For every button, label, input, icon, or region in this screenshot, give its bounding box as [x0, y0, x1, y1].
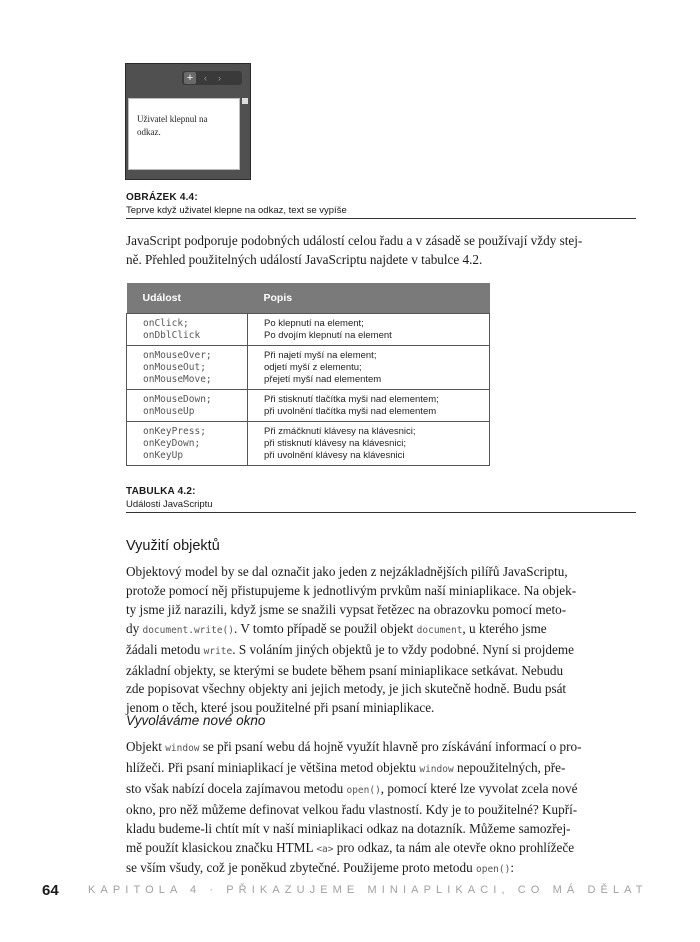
event-name: onMouseMove;: [143, 374, 212, 385]
table-row: [127, 346, 490, 390]
text-run: , pomocí které lze vyvolat zcela nové: [380, 780, 578, 796]
table-row: [127, 390, 490, 422]
text-run: . V tomto případě se použil objekt: [234, 620, 417, 636]
event-cell: [127, 422, 248, 466]
table-caption: Události JavaScriptu: [126, 499, 213, 510]
event-description: Po klepnutí na element;: [264, 318, 364, 329]
event-description: Po dvojím klepnutí na element: [264, 330, 392, 341]
text-line: [126, 859, 636, 880]
text-line: Objektový model by se dal označit jako jeden z nejzákladnějších pilířů JavaScriptu,: [126, 564, 568, 579]
subsection-paragraph: [126, 738, 636, 880]
header-event: Událost: [127, 283, 248, 314]
flyout-text: Uživatel klepnul na odkaz.: [137, 114, 208, 137]
plus-icon[interactable]: +: [184, 72, 196, 84]
event-name: onMouseOut;: [143, 362, 206, 373]
text-run: :: [510, 860, 514, 876]
text-line: [126, 839, 636, 860]
page-number: 64: [42, 882, 59, 899]
table-caption-rule: [126, 512, 636, 513]
event-name: onMouseDown;: [143, 394, 212, 405]
text-line: okno, pro něž můžeme definovat velkou řadu vlastností. Kdy je to použitelné? Kupří-: [126, 801, 578, 817]
figure-screenshot: [125, 63, 251, 180]
event-description: Při stisknutí tlačítka myši nad elementem;: [264, 394, 439, 405]
text-line: protože pomocí něj přistupujeme k jednotlivým prvkům naší miniaplikace. Na objek-: [126, 582, 577, 598]
text-line: JavaScript podporuje podobných událostí celou řadu a v zásadě se používají vždy stej-: [126, 233, 583, 248]
event-cell: [127, 314, 248, 346]
text-run: nepoužitelných, pře-: [453, 759, 566, 775]
description-cell: [248, 314, 490, 346]
next-icon[interactable]: ›: [218, 73, 221, 83]
event-description: při uvolnění klávesy na klávesnici: [264, 450, 405, 461]
text-run: mě použít klasickou značku HTML: [126, 839, 317, 855]
event-description: při uvolnění tlačítka myši nad elementem: [264, 406, 437, 417]
event-name: onKeyUp: [143, 450, 184, 461]
inline-code: open(): [476, 864, 511, 876]
text-line: [126, 780, 636, 801]
running-head: KAPITOLA 4 · PŘIKAZUJEME MINIAPLIKACI, CO MÁ DĚLAT: [88, 884, 648, 896]
text-line: jenom o těch, které jsou použitelné při psaní miniaplikace.: [126, 700, 435, 716]
inline-code: <a>: [316, 843, 334, 855]
text-run: . S voláním jiných objektů je to vždy podobné. Nyní si projdeme: [232, 641, 574, 657]
inline-code: document.write(): [142, 624, 234, 636]
event-description: při stisknutí klávesy na klávesnici;: [264, 438, 407, 449]
table-row: [127, 314, 490, 346]
header-description: Popis: [248, 283, 490, 314]
text-run: se při psaní webu dá hojně využít hlavně pro získávání informací o pro-: [199, 739, 582, 754]
text-line: ty jsme již narazili, když jsme se snažili vypsat řetězec na obrazovku pomocí meto-: [126, 601, 567, 617]
table-label: TABULKA 4.2:: [126, 486, 196, 497]
text-run: sto však nabízí docela zajímavou metodu: [126, 780, 347, 796]
inline-code: write: [203, 645, 233, 657]
event-description: Při zmáčknutí klávesy na klávesnici;: [264, 426, 416, 437]
event-name: onClick;: [143, 318, 189, 329]
text-line: základní objekty, se kterými se budete během psaní miniaplikace setkávat. Nebudu: [126, 662, 564, 678]
description-cell: [248, 346, 490, 390]
gadget-flyout: [128, 98, 240, 170]
inline-code: window: [419, 763, 454, 775]
intro-paragraph: [126, 232, 636, 270]
inline-code: document: [416, 624, 463, 636]
description-cell: [248, 390, 490, 422]
inline-code: open(): [346, 784, 381, 796]
close-icon[interactable]: [242, 98, 248, 104]
table-header-row: [127, 283, 490, 314]
text-line: [126, 759, 636, 780]
event-name: onMouseOver;: [143, 350, 212, 361]
event-cell: [127, 390, 248, 422]
text-run: pro odkaz, ta nám ale otevře okno prohlížeče: [333, 839, 575, 855]
inline-code: window: [165, 743, 200, 754]
text-run: , u kterého jsme: [462, 620, 547, 636]
text-line: [126, 641, 636, 662]
previous-icon[interactable]: ‹: [204, 73, 207, 83]
text-run: Objekt: [126, 739, 166, 754]
description-cell: [248, 422, 490, 466]
event-name: onKeyDown;: [143, 438, 201, 449]
section-paragraph: [126, 563, 636, 718]
figure-caption: Teprve když uživatel klepne na odkaz, text se vypíše: [126, 205, 347, 216]
gadget-toolbar: [182, 71, 242, 85]
text-run: dy: [126, 620, 143, 636]
figure-caption-rule: [126, 218, 636, 219]
table-row: [127, 422, 490, 466]
section-heading: Využití objektů: [126, 538, 220, 554]
subsection-heading: Vyvoláváme nové okno: [126, 713, 266, 728]
event-name: onDblClick: [143, 330, 201, 341]
event-description: přejetí myší nad elementem: [264, 374, 382, 385]
text-line: zde popisovat všechny objekty ani jejich metody, je jich skutečně hodně. Budu psát: [126, 681, 567, 697]
text-line: ně. Přehled použitelných událostí JavaScriptu najdete v tabulce 4.2.: [126, 251, 483, 267]
event-description: odjetí myší z elementu;: [264, 362, 362, 373]
event-name: onKeyPress;: [143, 426, 206, 437]
figure-label: OBRÁZEK 4.4:: [126, 192, 198, 203]
text-line: [126, 620, 636, 641]
event-cell: [127, 346, 248, 390]
events-table: [126, 283, 490, 466]
text-run: žádali metodu: [126, 641, 204, 657]
text-line: kladu budeme-li chtít mít v naší miniaplikaci odkaz na dotazník. Můžeme samozřej-: [126, 820, 571, 836]
text-run: se vším všudy, což je poněkud zbytečné. Použijeme proto metodu: [126, 860, 476, 876]
event-name: onMouseUp: [143, 406, 195, 417]
event-description: Při najetí myší na element;: [264, 350, 377, 361]
text-run: hlížeči. Při psaní miniaplikací je většina metod objektu: [126, 759, 420, 775]
text-line: [126, 738, 636, 759]
